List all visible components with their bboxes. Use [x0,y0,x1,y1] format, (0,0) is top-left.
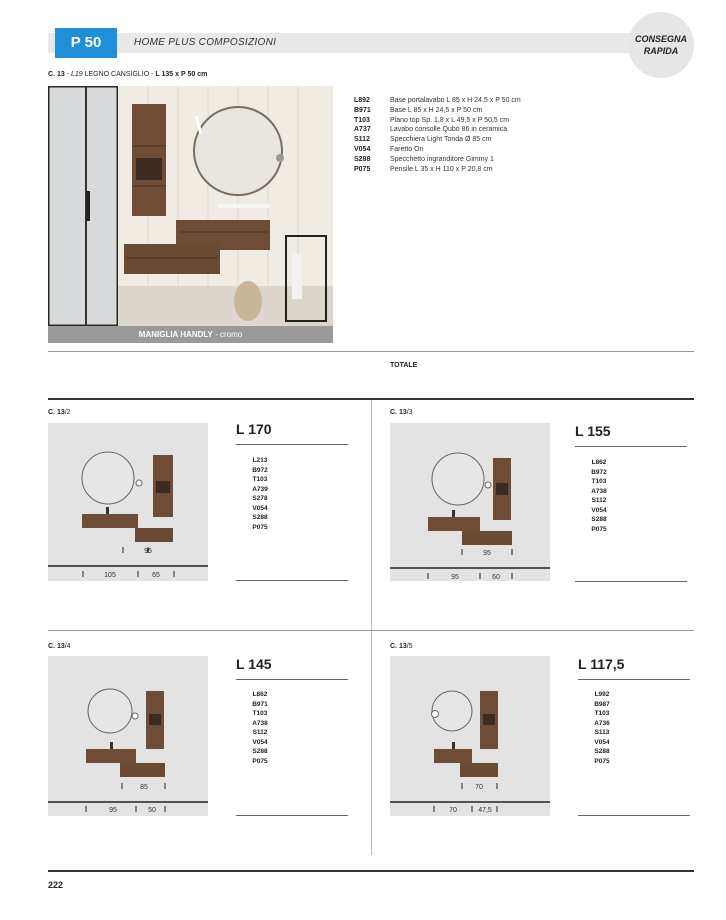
bathroom-scene-image [48,86,333,326]
dim-bottom-left: 95 [451,574,459,581]
item-code: V054 [354,145,371,153]
code-item: P075 [594,757,610,765]
item-desc: Lavabo consolle Qubo 86 in ceramica [390,126,508,134]
variant-drawing [48,656,208,816]
code-item: A738 [591,487,607,495]
price-line [578,815,690,816]
code-item: A739 [252,485,268,493]
handle-caption-bar [48,326,333,343]
variant-label [390,643,413,650]
item-code: T103 [354,116,370,124]
header-title: HOME PLUS COMPOSIZIONI [134,37,277,48]
price-line [575,581,687,582]
code-item: P075 [591,525,607,533]
code-item: A736 [594,719,610,727]
code-item: L862 [252,691,268,698]
dim-bottom-right: 65 [152,572,160,579]
item-desc: Piano top Sp. 1,8 x L 49,5 x P 50,5 cm [390,116,510,124]
item-desc: Base portalavabo L 85 x H 24,5 x P 50 cm [390,97,521,104]
vanity-drawing-image [48,423,208,581]
item-desc: Specchetto ingranditore Gimmy 1 [390,155,494,163]
variant-suffix: /5 [406,643,413,650]
item-code: S288 [354,155,371,163]
variant-code: C. 13 [390,409,407,416]
list-item [354,116,521,126]
handle-finish: cromo [219,330,243,339]
item-code: A737 [354,126,371,134]
code-item: S288 [591,516,607,523]
variant-drawing [390,423,550,581]
list-item [354,135,521,145]
handle-name: MANIGLIA HANDLY [138,330,213,339]
code-item: S112 [591,497,607,504]
variant-code-list [246,456,274,532]
dim-bottom-left: 95 [109,807,117,814]
code-item: A738 [252,719,268,727]
code-item: L213 [252,457,268,464]
variant-suffix: /2 [64,409,71,416]
code-item: B971 [252,700,268,708]
dim-bottom-right: 50 [148,807,156,814]
list-item [354,96,521,106]
price-line [236,815,348,816]
finish-code: L19 [70,71,83,78]
consegna-rapida-badge [628,12,694,78]
item-code: S112 [354,136,370,144]
divider [48,630,694,631]
code-item: B972 [252,466,268,474]
variant-label [48,643,71,650]
list-item [354,125,521,135]
code-item: T103 [591,478,607,485]
code-item: V054 [591,506,607,514]
footer-divider [48,870,694,872]
code-item: T103 [252,476,268,483]
variant-price: L 155 [575,423,611,439]
badge-line-1: CONSEGNA [634,34,687,44]
finish-name: LEGNO CANSIGLIO [82,71,150,78]
list-item [354,165,521,175]
vanity-drawing-image [390,656,550,816]
code-item: S113 [594,729,610,736]
variant-suffix: /3 [406,409,413,416]
code-item: V054 [252,504,268,512]
item-list [354,96,521,174]
code-item: B972 [591,468,607,476]
divider [578,679,690,680]
dim-top: 95 [144,548,152,555]
sep: - [64,71,71,78]
variant-code: C. 13 [48,643,65,650]
badge-line-2: RAPIDA [643,46,679,56]
item-desc: Pensile L 35 x H 110 x P 20,8 cm [390,165,493,173]
variant-suffix: /4 [64,643,71,650]
variant-label [48,409,71,416]
code-item: T103 [252,710,268,717]
variant-drawing [48,423,208,581]
variant-drawing [390,656,550,816]
dim-bottom-left: 70 [449,807,457,814]
code-item: P075 [252,523,268,531]
divider [236,679,348,680]
item-code: B971 [354,106,371,114]
composition-subtitle [48,71,207,78]
code-item: V054 [252,738,268,746]
total-label: TOTALE [390,362,418,369]
item-desc: Base L 85 x H 24,5 x P 50 cm [390,106,483,114]
sep: - [149,71,156,78]
divider [48,351,694,352]
variant-code-list [588,690,616,766]
code-item: P075 [252,757,268,765]
code-item: L862 [591,459,607,466]
code-item: B987 [594,700,610,708]
code-item: S288 [594,748,610,755]
dimensions: L 135 x P 50 cm [155,71,208,78]
dim-top: 85 [140,784,148,791]
comp-code: C. 13 [48,71,65,78]
dim-bottom-left: 105 [104,572,116,579]
handle-sep: - [212,330,220,339]
code-item: V054 [594,738,610,746]
code-item: S288 [252,748,268,755]
item-desc: Faretto On [390,145,424,153]
variant-code: C. 13 [390,643,407,650]
composition-photo [48,86,333,326]
item-desc: Specchiera Light Tonda Ø 85 cm [390,136,492,144]
item-code: P075 [354,165,371,173]
list-item [354,155,521,165]
code-item: S112 [252,729,268,736]
list-item [354,145,521,155]
price-line [236,580,348,581]
dim-bottom-right: 60 [492,574,500,581]
column-divider [371,400,372,855]
dim-top: 95 [483,550,491,557]
variant-code: C. 13 [48,409,65,416]
dim-bottom-right: 47,5 [478,807,492,814]
variant-label [390,409,413,416]
item-code: L892 [354,97,370,104]
code-item: S288 [252,514,268,521]
list-item [354,106,521,116]
divider [575,446,687,447]
variant-price: L 170 [236,421,272,437]
variant-price: L 145 [236,656,272,672]
variant-code-list [585,458,613,534]
divider [236,444,348,445]
vanity-drawing-image [390,423,550,581]
code-item: T103 [594,710,610,717]
page-code-badge: P 50 [55,28,117,58]
code-item: L992 [594,691,610,698]
page-number: 222 [48,880,64,890]
variant-code-list [246,690,274,766]
vanity-drawing-image [48,656,208,816]
code-item: S278 [252,495,268,502]
variant-price: L 117,5 [578,656,625,672]
dim-top: 70 [475,784,483,791]
